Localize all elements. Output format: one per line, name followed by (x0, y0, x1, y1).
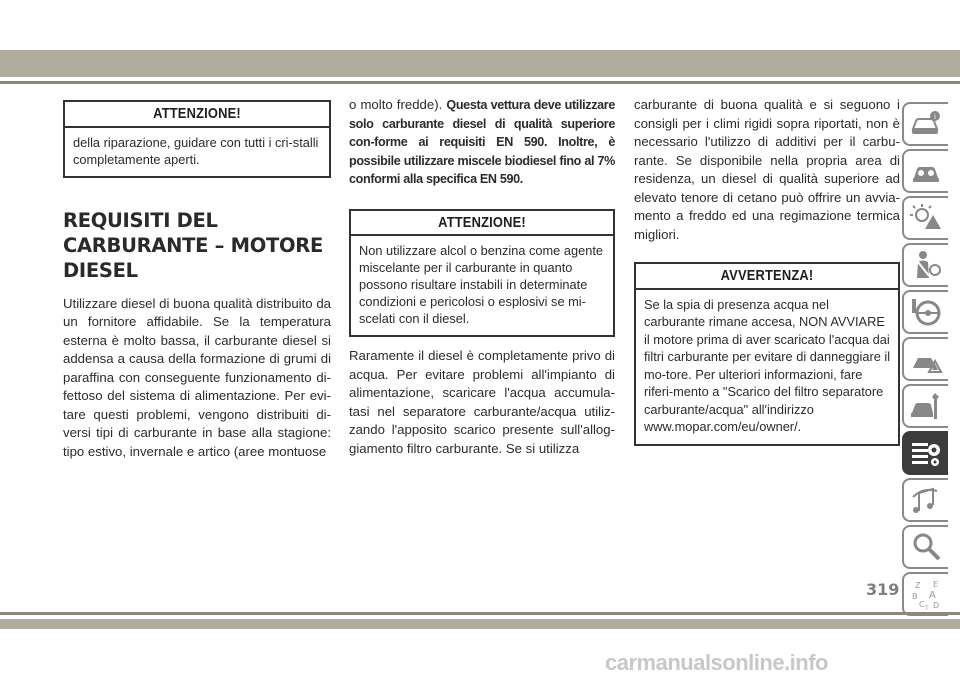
index-letter: A (929, 590, 936, 601)
index-letter: D (933, 601, 940, 610)
watermark: carmanualsonline.info (605, 650, 828, 675)
section-title-line-3: DIESEL (63, 258, 138, 282)
body-paragraph-4: carburante di buona qualità e si seguono i consigli per i climi rigidi sopra riportati, non è necessario l'utilizzo di additivi per il carbu-rante. Se disponibile nella propria area di residenza, un diesel di qualità superiore ad elevato tenore di cetano può offrire un avvia-mento a freddo ed una regimazione termica migliori. (634, 97, 900, 242)
car-dashboard-icon[interactable] (902, 149, 948, 193)
attention-box-1 (63, 100, 331, 178)
index-letter: E (933, 580, 939, 589)
header-rule (0, 81, 960, 84)
section-title-line-1: REQUISITI DEL (63, 208, 218, 232)
warning-box (634, 262, 900, 446)
column-3 (634, 96, 900, 446)
attention-box-2 (349, 209, 615, 338)
index-letter: C (919, 600, 925, 609)
index-letter: B (912, 592, 918, 601)
header-band (0, 50, 960, 77)
svg-text:i: i (934, 113, 936, 121)
para-plain: o molto fredde). (349, 97, 447, 112)
para-bold: Questa vettura deve utilizzare solo carburante diesel di qualità superiore con-forme ai requisiti EN 590. Inoltre, è possibile utilizzare miscele biodiesel fino al 7% conformi alla specifica EN 590. (349, 98, 615, 186)
footer-band (0, 619, 960, 629)
body-paragraph-1: Utilizzare diesel di buona qualità distribuito da un fornitore affidabile. Se la temperatura esterna è molto bassa, il carburante diesel si addensa a causa della formazione di grumi di paraffina con conseguente funzionamento di-fettoso del sistema di alimentazione. Per evi-tare questi problemi, vengono distribuiti di-versi tipi di carburante in base alla stagione: tipo estivo, invernale e artico (aree montuose (63, 295, 331, 459)
body-paragraph-3: Raramente il diesel è completamente privo di acqua. Per evitare problemi all'impianto di alimentazione, scaricare l'acqua accumula-tasi nel separatore carburante/acqua utiliz-zando l'apposito scarico presente sull'allog-giamento filtro carburante. Se si utilizza (349, 348, 615, 456)
car-wrench-icon[interactable] (902, 384, 948, 428)
warning-light-icon[interactable] (902, 196, 948, 240)
seatbelt-person-icon[interactable] (902, 243, 948, 287)
car-info-icon[interactable] (902, 102, 948, 146)
section-title-line-2: CARBURANTE – MOTORE (63, 233, 323, 257)
attention-text-1: della riparazione, guidare con tutti i cri-stalli completamente aperti. (73, 134, 319, 167)
column-2 (349, 96, 615, 458)
attention-title-2: ATTENZIONE! (438, 213, 526, 231)
index-letter: T (925, 605, 929, 611)
warning-title: AVVERTENZA! (720, 267, 814, 284)
footer-rule (0, 612, 960, 615)
column-1 (63, 100, 331, 461)
hazard-triangle-icon[interactable] (902, 337, 948, 381)
page-number: 319 (866, 580, 900, 599)
index-letters-icon[interactable] (902, 572, 948, 616)
steering-wheel-icon[interactable] (902, 290, 948, 334)
body-paragraph-2 (349, 96, 615, 189)
section-title (63, 208, 331, 283)
multimedia-icon[interactable] (902, 478, 948, 522)
specs-gear-icon[interactable] (902, 431, 948, 475)
warning-text: Se la spia di presenza acqua nel carburante rimane accesa, NON AVVIARE il motore prima di aver scaricato l'acqua dai filtri carburante per evitare di danneggiare il mo-tore. Per ulteriori informazioni, fare riferi-mento a "Scarico del filtro separatore carburante/acqua" all'indirizzo www.mopar.com/eu/owner/. (644, 296, 891, 434)
attention-title-1: ATTENZIONE! (153, 105, 241, 122)
attention-text-2: Non utilizzare alcol o benzina come agente miscelante per il carburante in quanto possono risultare instabili in determinate condizioni e pericolosi o esplosivi se mi-scelati con il diesel. (359, 243, 603, 326)
index-letter: Z (915, 581, 921, 590)
search-icon[interactable] (902, 525, 948, 569)
